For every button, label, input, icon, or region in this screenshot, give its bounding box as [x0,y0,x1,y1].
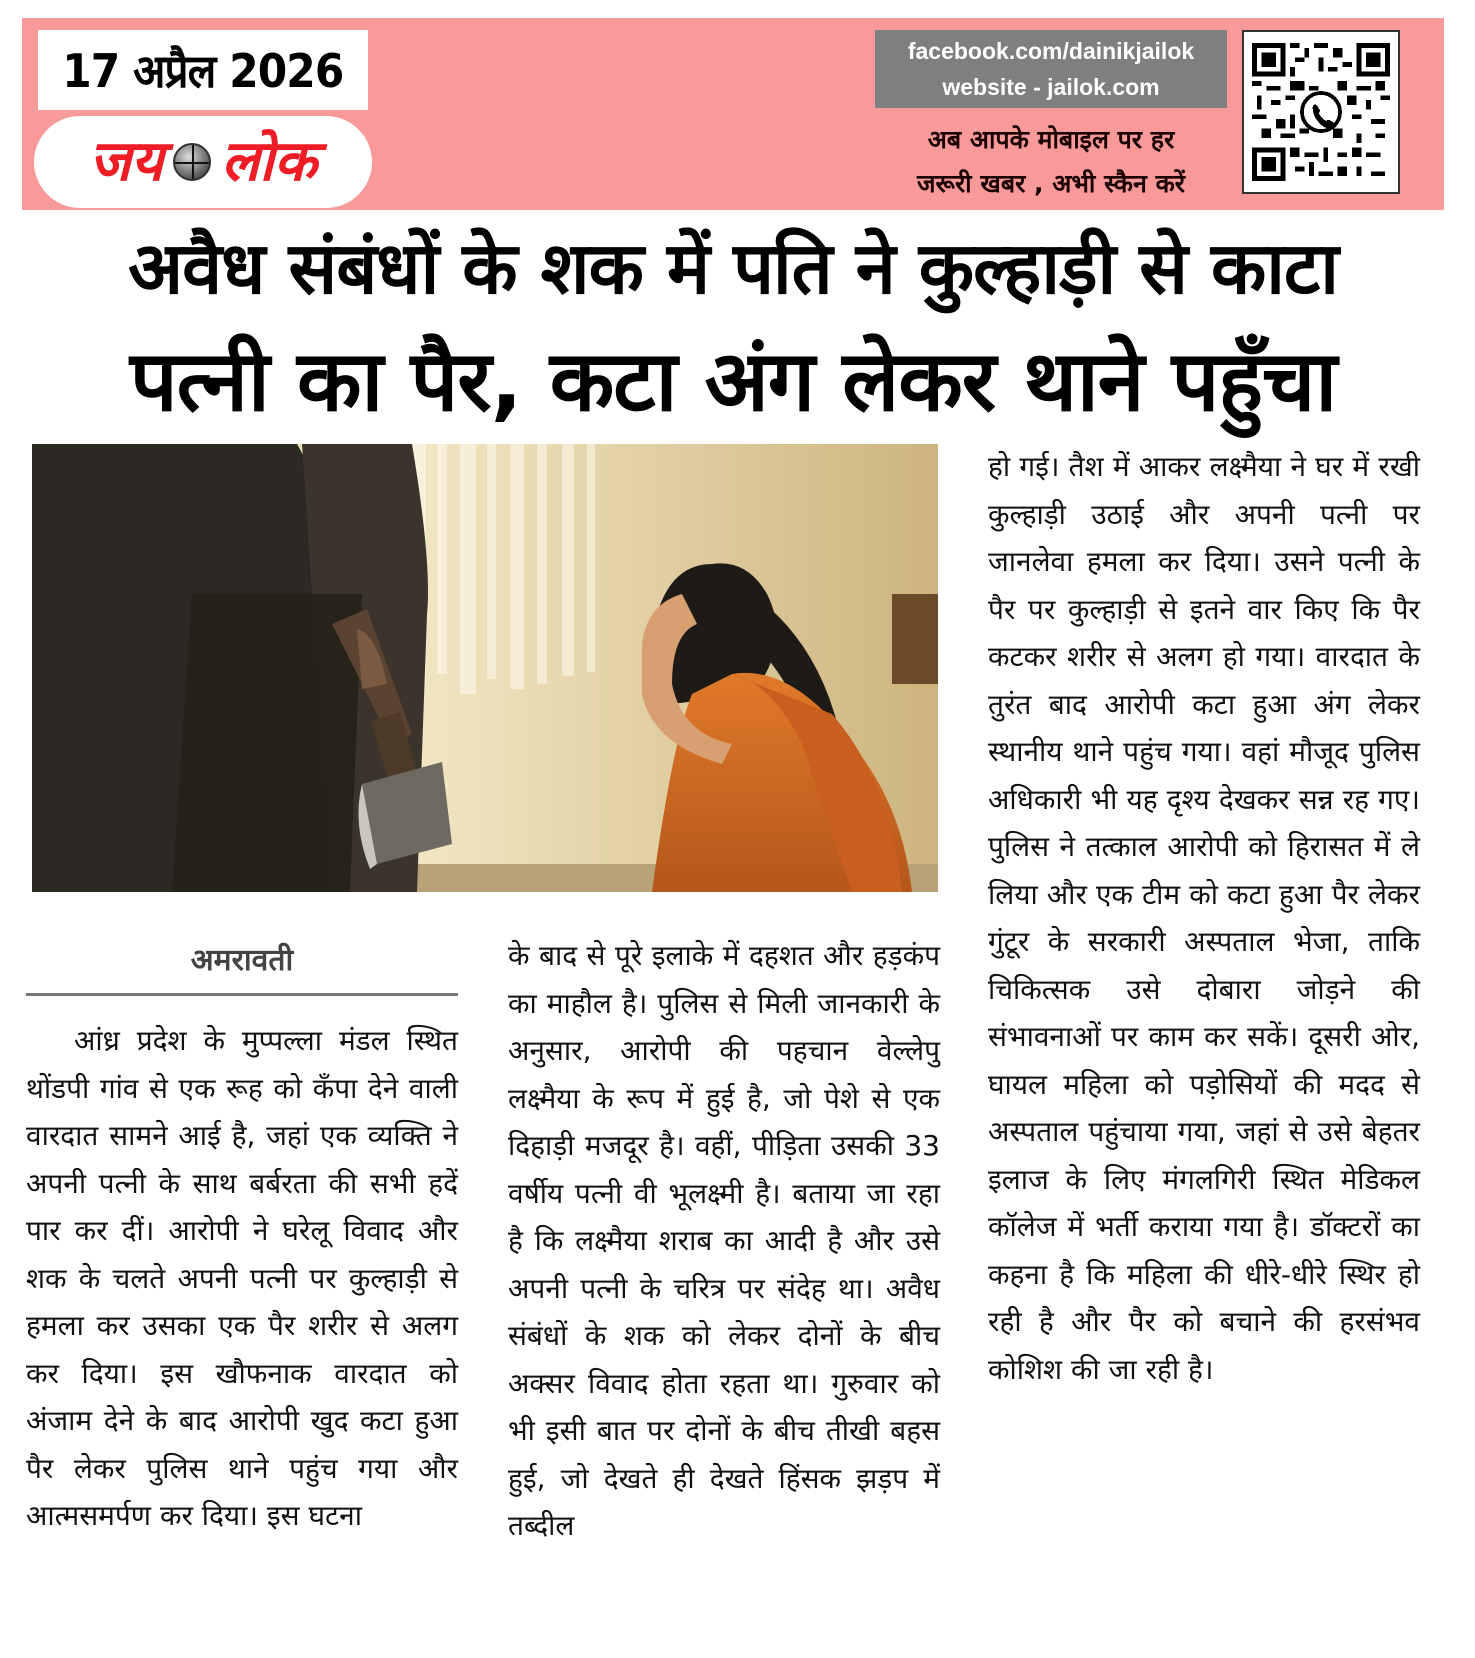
facebook-link[interactable]: facebook.com/dainikjailok [907,38,1195,64]
qr-code-graphic [1252,40,1390,184]
headline-line-1: अवैध संबंधों के शक में पति ने कुल्हाड़ी से काटा [128,226,1338,310]
article-paragraph: आंध्र प्रदेश के मुप्पल्ला मंडल स्थित थोंडपी गांव से एक रूह को कँपा देने वाली वारदात सामने आई है, जहां एक व्यक्ति ने अपनी पत्नी के साथ बर्बरता की सभी हदें पार कर दीं। आरोपी ने घरेलू विवाद और शक के चलते अपनी पत्नी पर कुल्हाड़ी से हमला कर उसका एक पैर शरीर से अलग कर दिया। इस खौफनाक वारदात को अंजाम देने के बाद आरोपी खुद कटा हुआ पैर लेकर पुलिस थाने पहुंच गया और आत्मसमर्पण कर दिया। इस घटना [26,1024,458,1532]
newspaper-logo[interactable] [34,116,372,208]
social-links-box [875,30,1227,108]
article-photo [32,444,938,892]
dateline: अमरावती [190,943,294,978]
scan-prompt-line1: अब आपके मोबाइल पर हर [927,125,1175,154]
article-paragraph: के बाद से पूरे इलाके में दहशत और हड़कंप का माहौल है। पुलिस से मिली जानकारी के अनुसार, आरोपी की पहचान वेल्लेपु लक्ष्मैया के रूप में हुई है, जो पेशे से एक दिहाड़ी मजदूर है। वहीं, पीड़िता उसकी 33 वर्षीय पत्नी वी भूलक्ष्मी है। बताया जा रहा है कि लक्ष्मैया शराब का आदी है और उसे अपनी पत्नी के चरित्र पर संदेह था। अवैध संबंधों के शक को लेकर दोनों के बीच अक्सर विवाद होता रहता था। गुरुवार को भी इसी बात पर दोनों के बीच तीखी बहस हुई, जो देखते ही देखते हिंसक झड़प में तब्दील [508,939,940,1542]
dateline-divider [26,993,458,996]
article-column-1 [26,1017,458,1540]
axe-man-and-woman-photo-icon [32,444,938,892]
whatsapp-qr-code-icon[interactable] [1242,30,1400,194]
masthead-band [22,18,1444,210]
issue-date: 17 अप्रैल 2026 [62,44,344,98]
date-box [38,30,368,110]
website-link[interactable]: website - jailok.com [942,74,1160,100]
headline-line-2: पत्नी का पैर, कटा अंग लेकर थाने पहुँचा [129,332,1337,430]
globe-icon [173,143,211,181]
article-column-2 [508,932,940,1550]
logo-word-lok: लोक [221,129,317,194]
article-paragraph: हो गई। तैश में आकर लक्ष्मैया ने घर में रखी कुल्हाड़ी उठाई और अपनी पत्नी पर जानलेवा हमला कर दिया। उसने पत्नी के पैर पर कुल्हाड़ी से इतने वार किए कि पैर कटकर शरीर से अलग हो गया। वारदात के तुरंत बाद आरोपी कटा हुआ अंग लेकर स्थानीय थाने पहुंच गया। वहां मौजूद पुलिस अधिकारी भी यह दृश्य देखकर सन्न रह गए। पुलिस ने तत्काल आरोपी को हिरासत में ले लिया और एक टीम को कटा हुआ पैर लेकर गुंटूर के सरकारी अस्पताल भेजा, ताकि चिकित्सक उसे दोबारा जोड़ने की संभावनाओं पर काम कर सकें। दूसरी ओर, घायल महिला को पड़ोसियों की मदद से अस्पताल पहुंचाया गया, जहां से उसे बेहतर इलाज के लिए मंगलगिरी स्थित मेडिकल कॉलेज में भर्ती कराया गया है। डॉक्टरों का कहना है कि महिला की धीरे-धीरे स्थिर हो रही है और पैर को बचाने की हरसंभव कोशिश की जा रही है। [988,450,1420,1386]
article-column-3 [988,443,1420,1393]
scan-prompt-line2: जरूरी खबर , अभी स्कैन करें [916,169,1186,198]
scan-prompt [875,118,1227,206]
logo-word-jai: जय [89,129,164,194]
